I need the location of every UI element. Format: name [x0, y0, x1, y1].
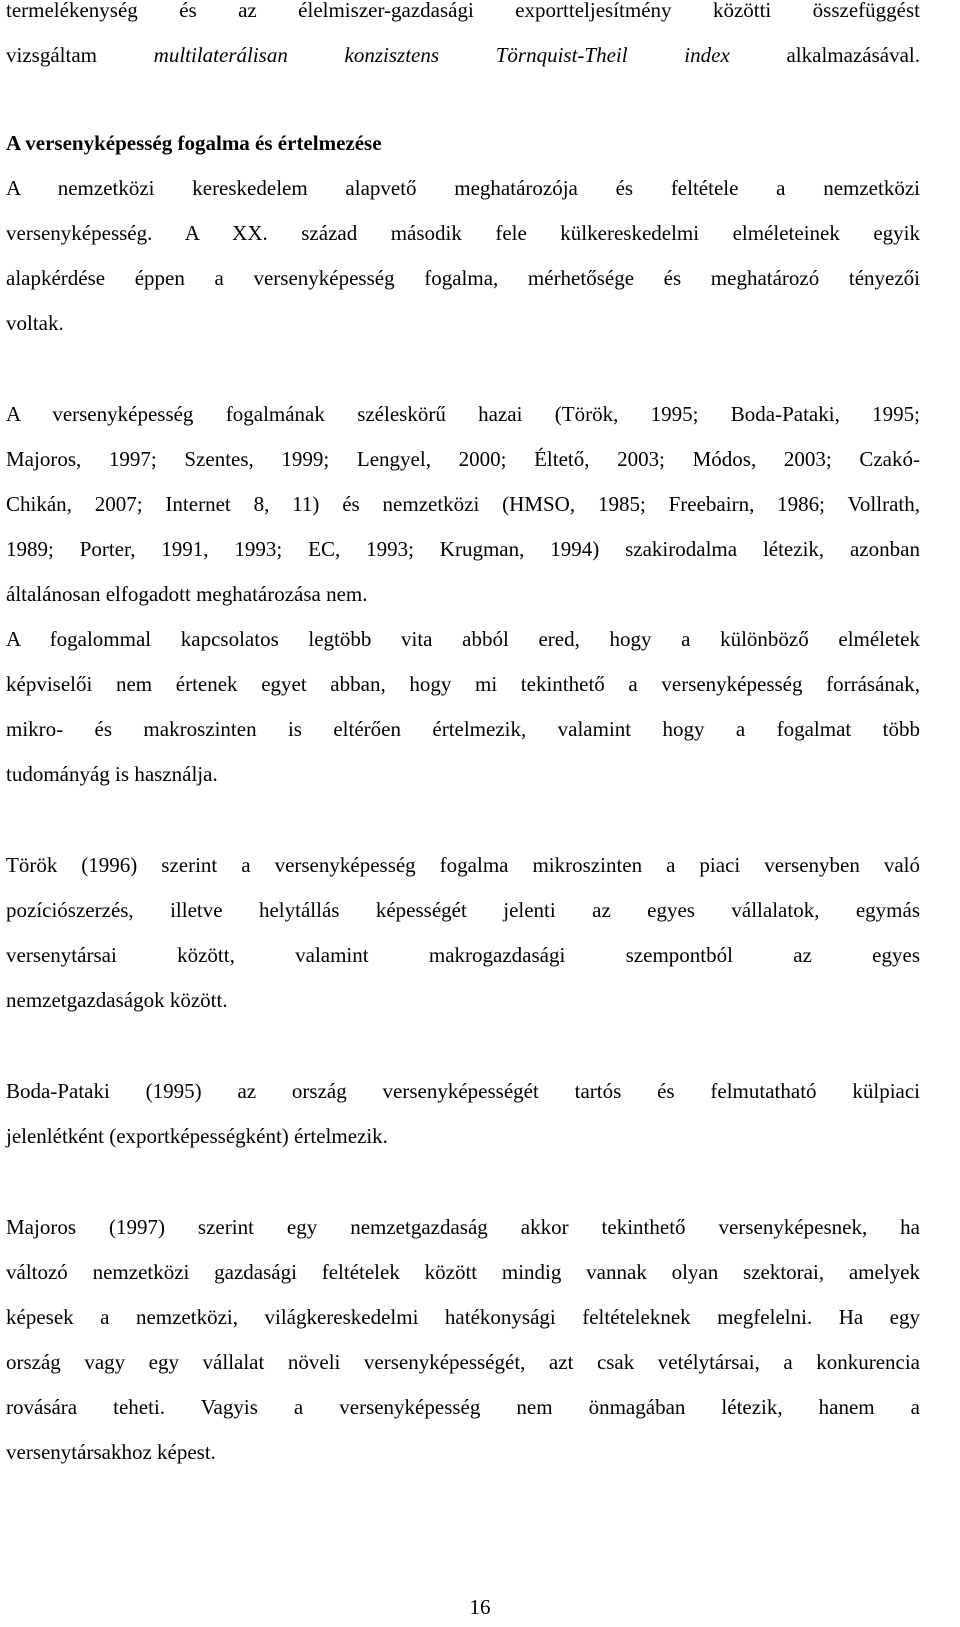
section-heading: A versenyképesség fogalma és értelmezése	[6, 131, 382, 155]
text-line: Chikán, 2007; Internet 8, 11) és nemzetközi (HMSO, 1985; Freebairn, 1986; Vollrath,	[6, 492, 920, 516]
text-line: pozíciószerzés, illetve helytállás képességét jelenti az egyes vállalatok, egymás	[6, 898, 920, 922]
spacer	[6, 346, 920, 392]
text-line: tudományág is használja.	[6, 762, 218, 786]
text-line: nemzetgazdaságok között.	[6, 988, 228, 1012]
text-line: ország vagy egy vállalat növeli versenyképességét, azt csak vetélytársai, a konkurencia	[6, 1350, 920, 1374]
text-line: versenytársai között, valamint makrogazdasági szempontból az egyes	[6, 943, 920, 967]
spacer	[6, 797, 920, 843]
text-line: változó nemzetközi gazdasági feltételek között mindig vannak olyan szektorai, amelyek	[6, 1260, 920, 1284]
text-line	[6, 33, 920, 78]
paragraph-3	[6, 617, 920, 797]
text-span: alkalmazásával.	[729, 43, 920, 67]
spacer	[6, 1159, 920, 1205]
text-line: A fogalommal kapcsolatos legtöbb vita abból ered, hogy a különböző elméletek	[6, 627, 920, 651]
text-line: Majoros (1997) szerint egy nemzetgazdaság akkor tekinthető versenyképesnek, ha	[6, 1215, 920, 1239]
text-line: versenytársakhoz képest.	[6, 1440, 216, 1464]
text-line: alapkérdése éppen a versenyképesség fogalma, mérhetősége és meghatározó tényezői	[6, 266, 920, 290]
paragraph-6	[6, 1205, 920, 1475]
text-line: A versenyképesség fogalmának széleskörű hazai (Török, 1995; Boda-Pataki, 1995;	[6, 402, 920, 426]
paragraph-4	[6, 843, 920, 1023]
text-line: termelékenység és az élelmiszer-gazdasági exportteljesítmény közötti összefüggést	[6, 0, 920, 22]
spacer	[6, 1023, 920, 1069]
text-line: mikro- és makroszinten is eltérően értelmezik, valamint hogy a fogalmat több	[6, 717, 920, 741]
text-line: általánosan elfogadott meghatározása nem.	[6, 582, 368, 606]
text-line: Majoros, 1997; Szentes, 1999; Lengyel, 2000; Éltető, 2003; Módos, 2003; Czakó-	[6, 447, 920, 471]
text-line: voltak.	[6, 311, 64, 335]
text-line: képviselői nem értenek egyet abban, hogy mi tekinthető a versenyképesség forrásának,	[6, 672, 920, 696]
page-number: 16	[469, 1595, 491, 1619]
text-line: Boda-Pataki (1995) az ország versenyképességét tartós és felmutatható külpiaci	[6, 1079, 920, 1103]
paragraph-1	[6, 166, 920, 346]
text-line: Török (1996) szerint a versenyképesség fogalma mikroszinten a piaci versenyben való	[6, 853, 920, 877]
text-line: jelenlétként (exportképességként) értelmezik.	[6, 1124, 388, 1148]
spacer	[6, 78, 920, 121]
document-page	[6, 0, 920, 1475]
text-line: A nemzetközi kereskedelem alapvető meghatározója és feltétele a nemzetközi	[6, 176, 920, 200]
paragraph-5	[6, 1069, 920, 1159]
text-span: vizsgáltam	[6, 43, 154, 67]
paragraph-2	[6, 392, 920, 617]
text-line: képesek a nemzetközi, világkereskedelmi hatékonysági feltételeknek megfelelni. Ha egy	[6, 1305, 920, 1329]
text-line: versenyképesség. A XX. század második fele külkereskedelmi elméleteinek egyik	[6, 221, 920, 245]
emphasized-term: multilaterálisan konzisztens Törnquist-Theil index	[153, 43, 730, 67]
text-line: rovására teheti. Vagyis a versenyképesség nem önmagában létezik, hanem a	[6, 1395, 920, 1419]
intro-paragraph	[6, 0, 920, 78]
text-line: 1989; Porter, 1991, 1993; EC, 1993; Krugman, 1994) szakirodalma létezik, azonban	[6, 537, 920, 561]
